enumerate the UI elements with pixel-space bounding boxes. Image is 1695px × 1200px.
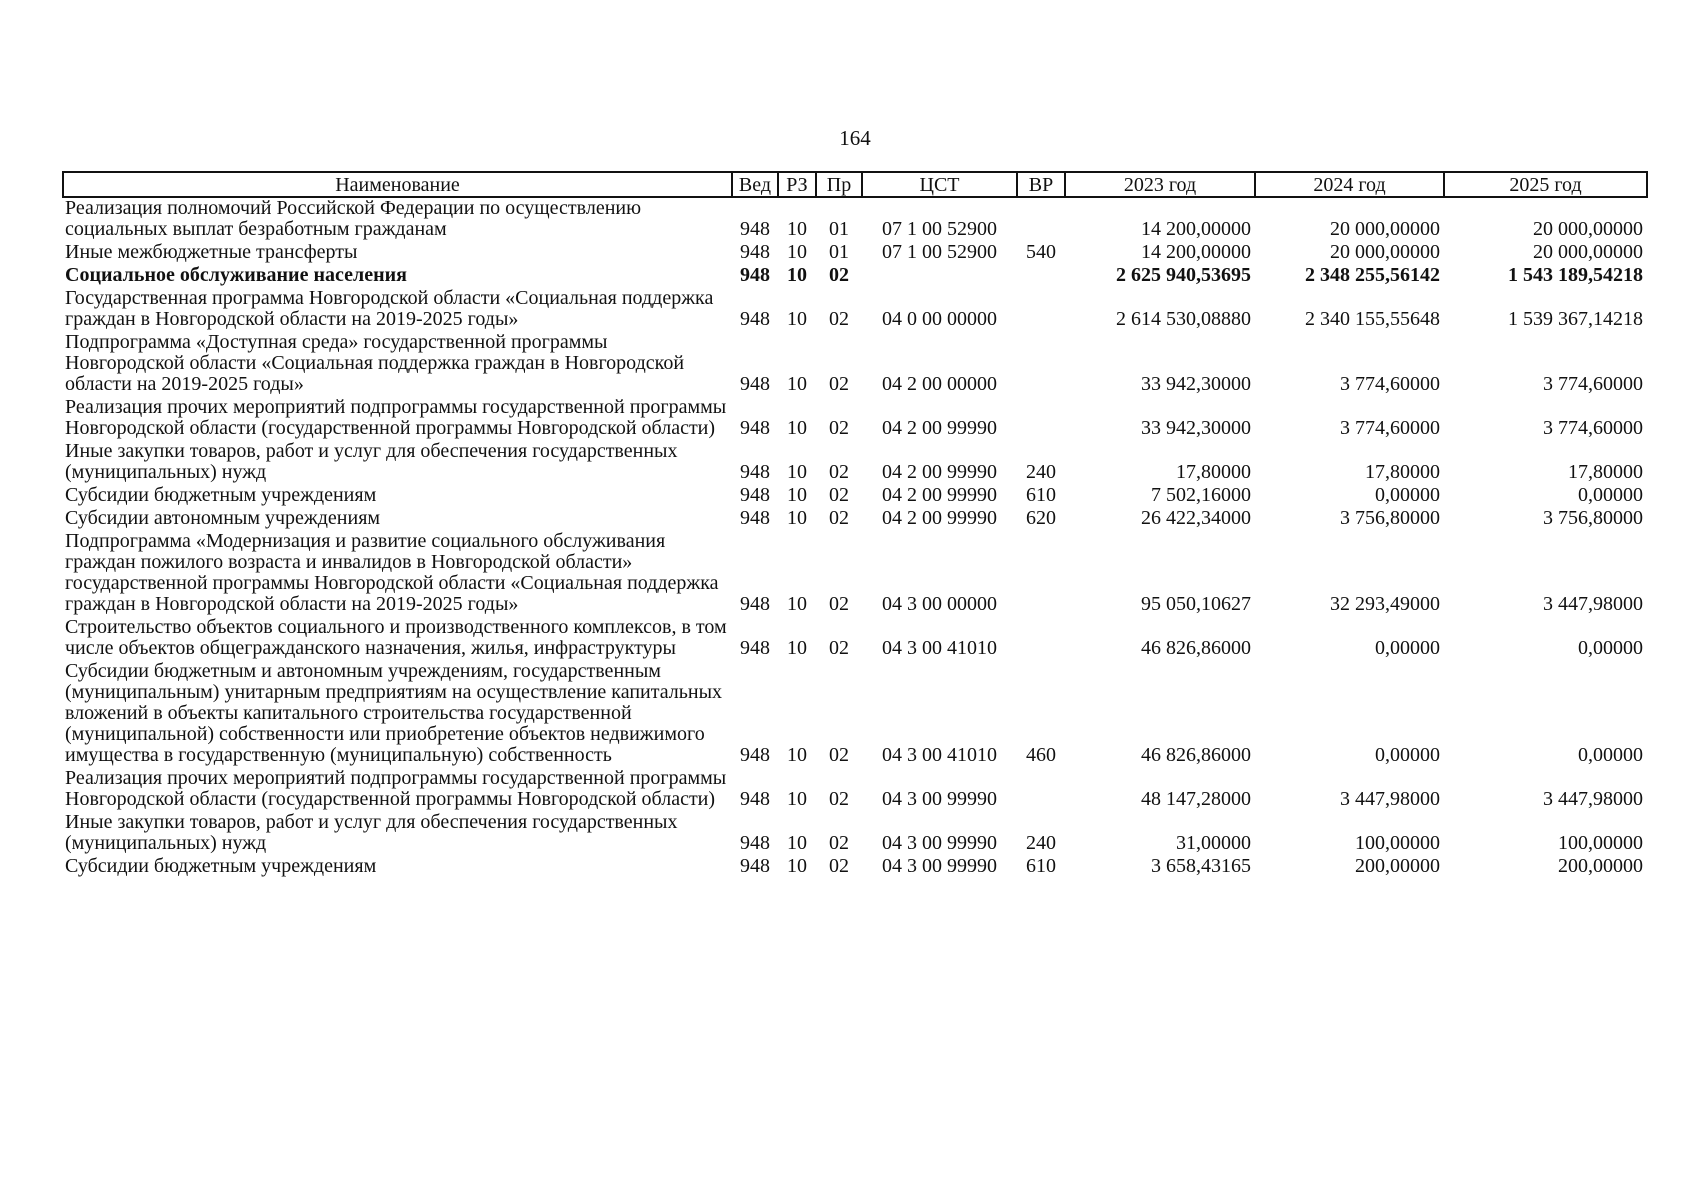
cell-2023: 7 502,16000: [1151, 484, 1251, 506]
cell-pr: 01: [829, 218, 849, 240]
cell-2023: 46 826,86000: [1141, 744, 1251, 766]
cell-name: Государственная программа Новгородской области «Социальная поддержка граждан в Новгородской области на 2019-2025 годы»: [65, 287, 714, 330]
cell-name: Иные закупки товаров, работ и услуг для обеспечения государственных (муниципальных) нужд: [65, 440, 678, 483]
header-2025: 2025 год: [1444, 172, 1647, 197]
cell-2023: 33 942,30000: [1141, 373, 1251, 395]
cell-2025: 20 000,00000: [1533, 241, 1643, 263]
cell-vr: 460: [1026, 744, 1056, 766]
cell-cst: 04 2 00 99990: [882, 507, 997, 529]
cell-2024: 20 000,00000: [1330, 218, 1440, 240]
cell-pr: 02: [829, 507, 849, 529]
cell-rz: 10: [787, 484, 807, 506]
cell-2024: 3 774,60000: [1340, 417, 1440, 439]
page-number: 164: [839, 126, 871, 150]
table-row: [63, 332, 1647, 397]
cell-name: Субсидии автономным учреждениям: [65, 507, 381, 529]
table-header-row: [63, 172, 1647, 197]
cell-name: Подпрограмма «Доступная среда» государственной программы Новгородской области «Социальная поддержка граждан в Новгородской области на 2019-2025 годы»: [65, 331, 685, 395]
header-rz: РЗ: [778, 172, 816, 197]
cell-rz: 10: [787, 417, 807, 439]
cell-2025: 1 543 189,54218: [1508, 264, 1643, 286]
header-vr: ВР: [1017, 172, 1065, 197]
cell-2023: 26 422,34000: [1141, 507, 1251, 529]
cell-ved: 948: [740, 484, 770, 506]
cell-ved: 948: [740, 308, 770, 330]
cell-2023: 95 050,10627: [1141, 593, 1251, 615]
cell-2024: 0,00000: [1375, 484, 1440, 506]
cell-rz: 10: [787, 788, 807, 810]
cell-2024: 100,00000: [1355, 832, 1440, 854]
cell-rz: 10: [787, 832, 807, 854]
budget-table: [62, 171, 1648, 879]
cell-2023: 48 147,28000: [1141, 788, 1251, 810]
cell-2025: 200,00000: [1558, 855, 1643, 877]
header-2024: 2024 год: [1255, 172, 1444, 197]
cell-cst: 04 3 00 00000: [882, 593, 997, 615]
cell-ved: 948: [740, 241, 770, 263]
cell-pr: 02: [829, 637, 849, 659]
cell-2024: 32 293,49000: [1330, 593, 1440, 615]
cell-2024: 0,00000: [1375, 637, 1440, 659]
cell-vr: [1017, 617, 1065, 661]
cell-cst: [862, 265, 1017, 288]
cell-2025: 3 774,60000: [1543, 373, 1643, 395]
cell-2024: 3 756,80000: [1340, 507, 1440, 529]
cell-pr: 02: [829, 264, 849, 286]
cell-vr: [1017, 332, 1065, 397]
table-row: [63, 812, 1647, 856]
cell-cst: 04 3 00 41010: [882, 744, 997, 766]
cell-rz: 10: [787, 264, 807, 286]
cell-2023: 2 625 940,53695: [1116, 264, 1251, 286]
cell-vr: [1017, 531, 1065, 617]
table-row: [63, 531, 1647, 617]
table-body: [63, 197, 1647, 879]
cell-2025: 3 447,98000: [1543, 593, 1643, 615]
cell-cst: 04 2 00 99990: [882, 484, 997, 506]
header-ved: Вед: [732, 172, 778, 197]
cell-rz: 10: [787, 241, 807, 263]
cell-ved: 948: [740, 744, 770, 766]
cell-cst: 04 0 00 00000: [882, 308, 997, 330]
cell-cst: 04 2 00 99990: [882, 417, 997, 439]
cell-2025: 100,00000: [1558, 832, 1643, 854]
cell-vr: [1017, 768, 1065, 812]
cell-2025: 17,80000: [1568, 461, 1643, 483]
table-row: [63, 768, 1647, 812]
cell-vr: [1017, 288, 1065, 332]
header-cst: ЦСТ: [862, 172, 1017, 197]
cell-2023: 17,80000: [1176, 461, 1251, 483]
table-row: [63, 661, 1647, 768]
cell-vr: [1017, 265, 1065, 288]
table-row: [63, 508, 1647, 531]
cell-2025: 3 447,98000: [1543, 788, 1643, 810]
header-pr: Пр: [816, 172, 862, 197]
cell-pr: 02: [829, 461, 849, 483]
cell-rz: 10: [787, 461, 807, 483]
cell-name: Реализация прочих мероприятий подпрограммы государственной программы Новгородской области (государственной программы Новгородской области): [65, 396, 727, 439]
cell-2025: 0,00000: [1578, 484, 1643, 506]
cell-vr: 620: [1026, 507, 1056, 529]
cell-pr: 02: [829, 417, 849, 439]
cell-rz: 10: [787, 373, 807, 395]
cell-ved: 948: [740, 218, 770, 240]
cell-2024: 0,00000: [1375, 744, 1440, 766]
cell-rz: 10: [787, 308, 807, 330]
cell-pr: 02: [829, 832, 849, 854]
cell-name: Социальное обслуживание населения: [65, 264, 407, 286]
cell-vr: 540: [1026, 241, 1056, 263]
cell-cst: 04 3 00 99990: [882, 788, 997, 810]
cell-ved: 948: [740, 855, 770, 877]
cell-rz: 10: [787, 744, 807, 766]
cell-2025: 3 756,80000: [1543, 507, 1643, 529]
table-row: [63, 397, 1647, 441]
header-2023: 2023 год: [1065, 172, 1255, 197]
table-row: [63, 242, 1647, 265]
cell-2025: 0,00000: [1578, 637, 1643, 659]
cell-2024: 17,80000: [1365, 461, 1440, 483]
cell-cst: 04 2 00 99990: [882, 461, 997, 483]
cell-2024: 3 447,98000: [1340, 788, 1440, 810]
cell-cst: 04 3 00 41010: [882, 637, 997, 659]
cell-pr: 02: [829, 593, 849, 615]
cell-name: Реализация прочих мероприятий подпрограммы государственной программы Новгородской области (государственной программы Новгородской области): [65, 767, 727, 810]
cell-2025: 20 000,00000: [1533, 218, 1643, 240]
cell-2023: 31,00000: [1176, 832, 1251, 854]
cell-cst: 07 1 00 52900: [882, 241, 997, 263]
table-row: [63, 441, 1647, 485]
cell-2025: 3 774,60000: [1543, 417, 1643, 439]
cell-vr: 240: [1026, 461, 1056, 483]
cell-name: Субсидии бюджетным учреждениям: [65, 855, 377, 877]
table-row: [63, 197, 1647, 242]
cell-2023: 14 200,00000: [1141, 241, 1251, 263]
cell-ved: 948: [740, 593, 770, 615]
cell-vr: 240: [1026, 832, 1056, 854]
cell-name: Иные закупки товаров, работ и услуг для обеспечения государственных (муниципальных) нужд: [65, 811, 678, 854]
cell-ved: 948: [740, 507, 770, 529]
cell-cst: 04 3 00 99990: [882, 832, 997, 854]
cell-pr: 02: [829, 855, 849, 877]
cell-name: Субсидии бюджетным и автономным учреждениям, государственным (муниципальным) унитарным предприятиям на осуществление капитальных вложений в объекты капитального строительства государственной (муниципальной) собственности или приобретение объектов недвижимого имущества в государственную (муниципальную) собственность: [65, 660, 723, 766]
cell-name: Подпрограмма «Модернизация и развитие социального обслуживания граждан пожилого возраста и инвалидов в Новгородской области» государственной программы Новгородской области «Социальная поддержка граждан в Новгородской области на 2019-2025 годы»: [65, 530, 719, 615]
table-row: [63, 856, 1647, 879]
cell-2023: 46 826,86000: [1141, 637, 1251, 659]
cell-2024: 3 774,60000: [1340, 373, 1440, 395]
cell-cst: 04 2 00 00000: [882, 373, 997, 395]
cell-vr: [1017, 197, 1065, 242]
cell-name: Иные межбюджетные трансферты: [65, 241, 358, 263]
cell-vr: 610: [1026, 484, 1056, 506]
table-row: [63, 288, 1647, 332]
cell-ved: 948: [740, 637, 770, 659]
cell-2025: 0,00000: [1578, 744, 1643, 766]
cell-pr: 01: [829, 241, 849, 263]
cell-2023: 14 200,00000: [1141, 218, 1251, 240]
table-row: [63, 617, 1647, 661]
cell-ved: 948: [740, 461, 770, 483]
cell-pr: 02: [829, 484, 849, 506]
cell-pr: 02: [829, 373, 849, 395]
cell-ved: 948: [740, 417, 770, 439]
cell-rz: 10: [787, 218, 807, 240]
cell-2024: 20 000,00000: [1330, 241, 1440, 263]
cell-2024: 2 340 155,55648: [1305, 308, 1440, 330]
cell-name: Реализация полномочий Российской Федерации по осуществлению социальных выплат безработным гражданам: [65, 197, 642, 240]
cell-pr: 02: [829, 744, 849, 766]
cell-rz: 10: [787, 593, 807, 615]
cell-cst: 04 3 00 99990: [882, 855, 997, 877]
table-row: [63, 265, 1647, 288]
cell-ved: 948: [740, 788, 770, 810]
cell-name: Строительство объектов социального и производственного комплексов, в том числе объектов общегражданского назначения, жилья, инфраструктуры: [65, 616, 727, 659]
cell-rz: 10: [787, 855, 807, 877]
cell-rz: 10: [787, 637, 807, 659]
cell-2023: 3 658,43165: [1151, 855, 1251, 877]
table-row: [63, 485, 1647, 508]
header-name: Наименование: [63, 172, 732, 197]
cell-ved: 948: [740, 373, 770, 395]
cell-2024: 200,00000: [1355, 855, 1440, 877]
cell-name: Субсидии бюджетным учреждениям: [65, 484, 377, 506]
cell-2024: 2 348 255,56142: [1305, 264, 1440, 286]
cell-pr: 02: [829, 788, 849, 810]
cell-2023: 2 614 530,08880: [1116, 308, 1251, 330]
cell-2023: 33 942,30000: [1141, 417, 1251, 439]
cell-ved: 948: [740, 832, 770, 854]
cell-2025: 1 539 367,14218: [1508, 308, 1643, 330]
cell-rz: 10: [787, 507, 807, 529]
cell-cst: 07 1 00 52900: [882, 218, 997, 240]
cell-vr: 610: [1026, 855, 1056, 877]
cell-pr: 02: [829, 308, 849, 330]
cell-ved: 948: [740, 264, 770, 286]
cell-vr: [1017, 397, 1065, 441]
